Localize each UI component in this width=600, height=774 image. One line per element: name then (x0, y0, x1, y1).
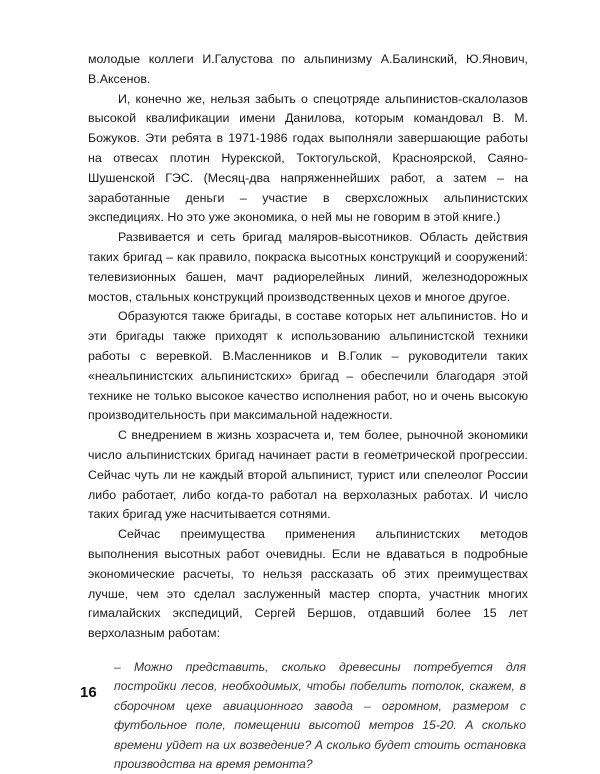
quote-block: – Можно представить, сколько древесины потребуется для постройки лесов, необходимых, чтобы побелить потолок, скажем, в сборочном цехе авиационного завода – огромном, размером с футбольное поле, помещении высотой метров 15-20. А сколько времени уйдет на их возведение? А сколько будет стоить остановка производства на время ремонта? (114, 659, 526, 771)
paragraph-4: Образуются также бригады, в составе которых нет альпинистов. Но и эти бригады также приходят к использованию альпинистской техники работы с веревкой. В.Масленников и В.Голик – руководители таких «неальпинистских альпинистских» бригад – обеспечили благодаря этой технике не только высокое качество исполнения работ, но и очень высокую производительность при максимальной надежности. (88, 309, 528, 423)
page-body (88, 50, 528, 774)
paragraph-2: И, конечно же, нельзя забыть о спецотряде альпинистов-скалолазов высокой квалификации имени Данилова, которым командовал В. М. Божуков. Эти ребята в 1971-1986 годах выполняли завершающие работы на отвесах плотин Нурекской, Токтогульской, Красноярской, Саяно-Шушенской ГЭС. (Месяц-два напряженнейших работ, а затем – на заработанные деньги – участие в сверхсложных альпинистских экспедициях. Но это уже экономика, о ней мы не говорим в этой книге.) (88, 91, 528, 225)
paragraph-3: Развивается и сеть бригад маляров-высотников. Область действия таких бригад – как правило, покраска высотных конструкций и сооружений: телевизионных башен, мачт радиорелейных линий, железнодорожных мостов, стальных конструкций производственных цехов и многое другое. (88, 230, 528, 304)
paragraph-5: С внедрением в жизнь хозрасчета и, тем более, рыночной экономики число альпинистских бригад начинает расти в геометрической прогрессии. Сейчас чуть ли не каждый второй альпинист, турист или спелеолог России либо работает, либо когда-то работал на верхолазных работах. И число таких бригад уже насчитывается сотнями. (88, 428, 528, 522)
paragraph-6: Сейчас преимущества применения альпинистских методов выполнения высотных работ очевидны. Если не вдаваться в подробные экономические расчеты, то нельзя рассказать об этих преимуществах лучше, чем это сделал заслуженный мастер спорта, участник многих гималайских экспедиций, Сергей Бершов, отдавший более 15 лет верхолазным работам: (88, 527, 528, 641)
paragraph-1: молодые коллеги И.Галустова по альпинизму А.Балинский, Ю.Янович, В.Аксенов. (88, 52, 528, 86)
page-number: 16 (80, 684, 97, 701)
